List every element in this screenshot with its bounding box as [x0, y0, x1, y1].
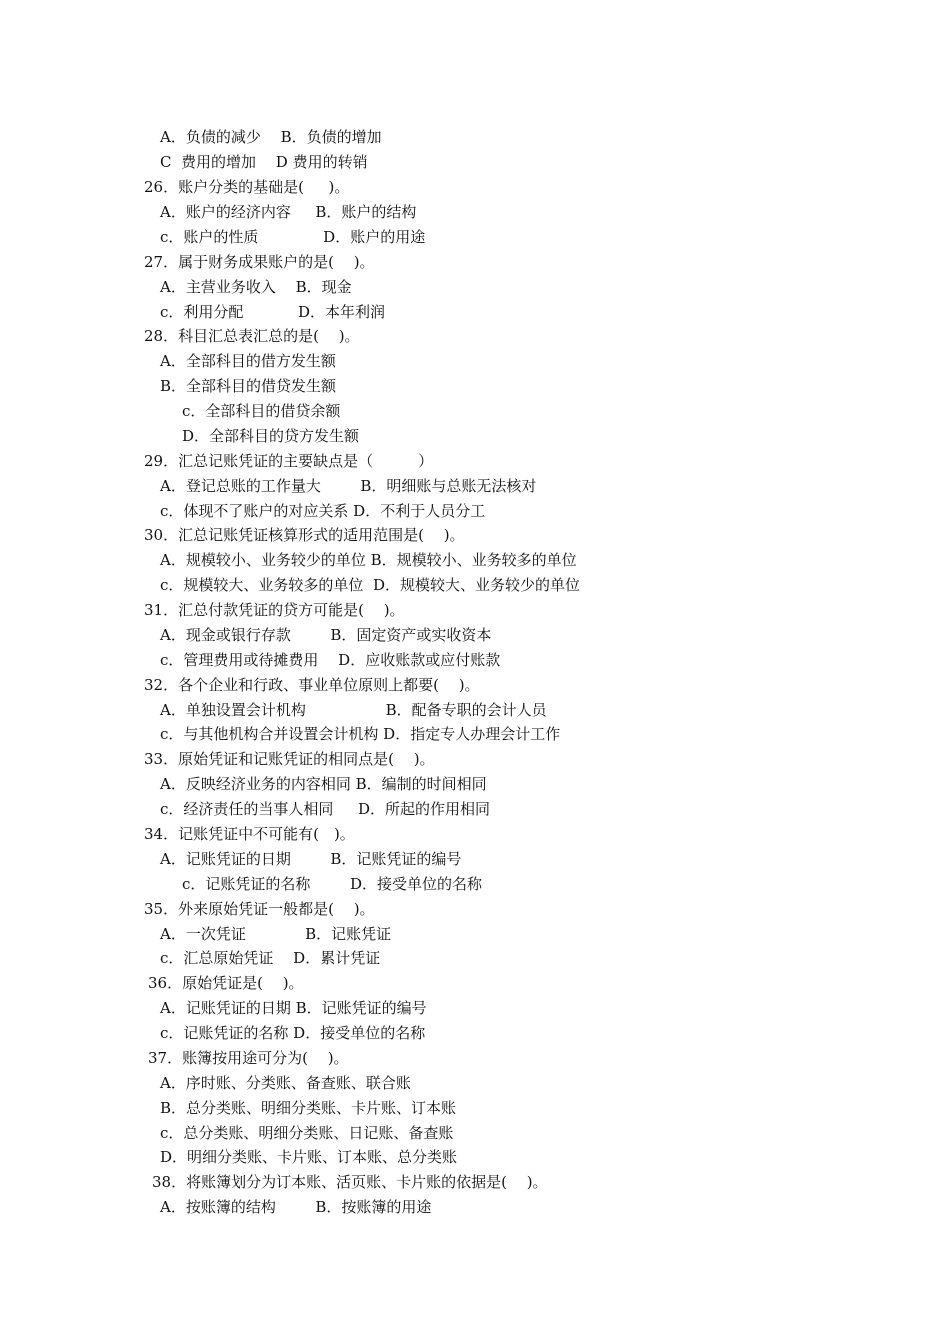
- option-line: A．规模较小、业务较少的单位 B．规模较小、业务较多的单位: [160, 551, 577, 569]
- option-line: A．负债的减少 B．负债的增加: [160, 128, 382, 146]
- option-line: A．单独设置会计机构 B．配备专职的会计人员: [160, 701, 547, 719]
- option-line: B．总分类账、明细分类账、卡片账、订本账: [160, 1099, 457, 1117]
- question-28: 28．科目汇总表汇总的是( )。: [144, 327, 360, 345]
- option-line: A．记账凭证的日期 B．记账凭证的编号: [160, 850, 462, 868]
- option-line: A．账户的经济内容 B．账户的结构: [160, 203, 417, 221]
- option-line: B．全部科目的借贷发生额: [160, 377, 337, 395]
- option-line: A．登记总账的工作量大 B．明细账与总账无法核对: [160, 477, 537, 495]
- question-33: 33．原始凭证和记账凭证的相同点是( )。: [144, 750, 435, 768]
- option-line: A．现金或银行存款 B．固定资产或实收资本: [160, 626, 492, 644]
- option-line: c．体现不了账户的对应关系 D．不利于人员分工: [160, 502, 486, 520]
- question-32: 32．各个企业和行政、事业单位原则上都要( )。: [144, 676, 480, 694]
- option-line: c．全部科目的借贷余额: [182, 402, 341, 420]
- question-29: 29．汇总记账凭证的主要缺点是（ ）: [144, 452, 434, 470]
- option-line: c．利用分配 D．本年利润: [160, 303, 385, 321]
- option-line: A．一次凭证 B．记账凭证: [160, 925, 392, 943]
- question-27: 27．属于财务成果账户的是( )。: [144, 253, 375, 271]
- question-36: 36．原始凭证是( )。: [148, 974, 304, 992]
- option-line: c．与其他机构合并设置会计机构 D．指定专人办理会计工作: [160, 725, 561, 743]
- question-31: 31．汇总付款凭证的贷方可能是( )。: [144, 601, 405, 619]
- option-line: A．序时账、分类账、备查账、联合账: [160, 1074, 411, 1092]
- option-line: C 费用的增加 D 费用的转销: [160, 153, 368, 171]
- question-35: 35．外来原始凭证一般都是( )。: [144, 900, 375, 918]
- option-line: c．总分类账、明细分类账、日记账、备查账: [160, 1124, 454, 1142]
- question-26: 26．账户分类的基础是( )。: [144, 178, 350, 196]
- option-line: A．反映经济业务的内容相同 B．编制的时间相同: [160, 775, 487, 793]
- option-line: A．全部科目的借方发生额: [160, 352, 336, 370]
- question-34: 34．记账凭证中不可能有( )。: [144, 825, 355, 843]
- option-line: c．经济责任的当事人相同 D．所起的作用相同: [160, 800, 490, 818]
- option-line: D．全部科目的贷方发生额: [182, 427, 360, 445]
- question-30: 30．汇总记账凭证核算形式的适用范围是( )。: [144, 526, 465, 544]
- option-line: c．记账凭证的名称 D．接受单位的名称: [182, 875, 482, 893]
- option-line: c．规模较大、业务较多的单位 D．规模较大、业务较少的单位: [160, 576, 580, 594]
- option-line: A．主营业务收入 B．现金: [160, 278, 352, 296]
- option-line: A．按账簿的结构 B．按账簿的用途: [160, 1198, 432, 1216]
- option-line: c．汇总原始凭证 D．累计凭证: [160, 949, 381, 967]
- question-38: 38．将账簿划分为订本账、活页账、卡片账的依据是( )。: [152, 1173, 548, 1191]
- option-line: A．记账凭证的日期 B．记账凭证的编号: [160, 999, 427, 1017]
- question-37: 37．账簿按用途可分为( )。: [148, 1049, 349, 1067]
- option-line: D．明细分类账、卡片账、订本账、总分类账: [160, 1148, 458, 1166]
- option-line: c．记账凭证的名称 D．接受单位的名称: [160, 1024, 426, 1042]
- option-line: c．管理费用或待摊费用 D．应收账款或应付账款: [160, 651, 501, 669]
- option-line: c．账户的性质 D．账户的用途: [160, 228, 426, 246]
